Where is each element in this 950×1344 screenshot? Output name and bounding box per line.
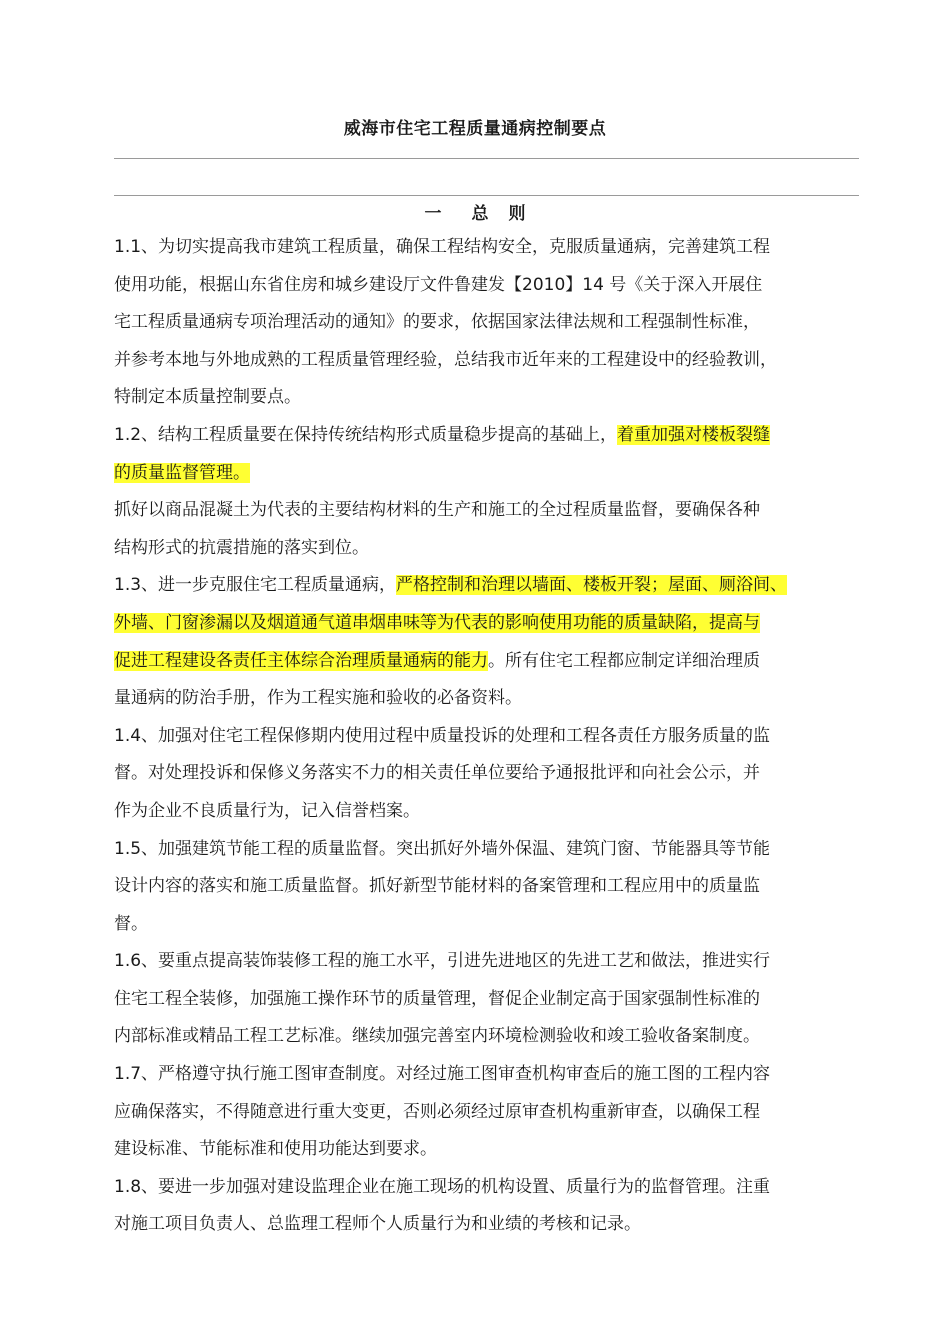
paragraph-p1-2 <box>114 417 879 492</box>
text-line <box>114 793 879 831</box>
text-line <box>114 567 879 605</box>
text-run: 住宅工程全装修，加强施工操作环节的质量管理，督促企业制定高于国家强制性标准的 <box>114 988 760 1009</box>
paragraph-p1-8 <box>114 1169 879 1244</box>
text-line <box>114 1206 879 1244</box>
text-line <box>114 906 879 944</box>
text-run: 并参考本地与外地成熟的工程质量管理经验，总结我市近年来的工程建设中的经验教训， <box>114 349 777 370</box>
text-run: 1.4、加强对住宅工程保修期内使用过程中质量投诉的处理和工程各责任方服务质量的监 <box>114 725 771 746</box>
text-line <box>114 530 879 568</box>
paragraph-p1-4 <box>114 718 879 831</box>
text-run: 使用功能，根据山东省住房和城乡建设厅文件鲁建发【2010】14 号《关于深入开展住 <box>114 274 763 295</box>
text-run: 特制定本质量控制要点。 <box>114 387 301 408</box>
text-line <box>114 229 879 267</box>
paragraph-p1-3 <box>114 567 879 717</box>
text-run: 量通病的防治手册，作为工程实施和验收的必备资料。 <box>114 688 522 709</box>
highlighted-text: 外墙、门窗渗漏以及烟道通气道串烟串味等为代表的影响使用功能的质量缺陷，提高与 <box>114 612 760 633</box>
text-run: 1.2、结构工程质量要在保持传统结构形式质量稳步提高的基础上， <box>114 424 618 445</box>
text-run: 结构形式的抗震措施的落实到位。 <box>114 537 369 558</box>
title-rule-top <box>114 158 859 159</box>
text-run: 作为企业不良质量行为，记入信誉档案。 <box>114 800 420 821</box>
text-line <box>114 605 879 643</box>
paragraph-p1-6 <box>114 943 879 1056</box>
text-run: 督。 <box>114 913 148 934</box>
text-line <box>114 342 879 380</box>
text-line <box>114 455 879 493</box>
text-line <box>114 379 879 417</box>
title-rule-bottom <box>114 195 859 196</box>
highlighted-text: 促进工程建设各责任主体综合治理质量通病的能力 <box>114 650 488 671</box>
highlighted-text: 着重加强对楼板裂缝 <box>617 424 771 445</box>
section-title-char-2: 则 <box>508 204 526 224</box>
text-line <box>114 1018 879 1056</box>
text-run: 1.6、要重点提高装饰装修工程的施工水平，引进先进地区的先进工艺和做法，推进实行 <box>114 951 771 972</box>
text-run: 1.3、进一步克服住宅工程质量通病， <box>114 575 397 596</box>
text-run: 1.1、为切实提高我市建筑工程质量，确保工程结构安全，克服质量通病，完善建筑工程 <box>114 237 771 257</box>
text-line <box>114 417 879 455</box>
section-number: 一 <box>424 204 442 224</box>
text-run: 应确保落实，不得随意进行重大变更，否则必须经过原审查机构重新审查，以确保工程 <box>114 1101 760 1122</box>
text-line <box>114 643 879 681</box>
text-line <box>114 943 879 981</box>
text-line <box>114 1094 879 1132</box>
highlighted-text: 的质量监督管理。 <box>114 462 250 483</box>
text-run: 抓好以商品混凝土为代表的主要结构材料的生产和施工的全过程质量监督，要确保各种 <box>114 500 760 521</box>
text-line <box>114 680 879 718</box>
paragraph-p1-2b <box>114 492 879 567</box>
paragraph-p1-7 <box>114 1056 879 1169</box>
document-body <box>114 229 879 1244</box>
text-run: 。所有住宅工程都应制定详细治理质 <box>488 650 760 671</box>
highlighted-text: 严格控制和治理以墙面、楼板开裂；屋面、厕浴间、 <box>396 575 788 596</box>
text-run: 1.7、严格遵守执行施工图审查制度。对经过施工图审查机构审查后的施工图的工程内容 <box>114 1064 771 1085</box>
paragraph-p1-5 <box>114 831 879 944</box>
text-run: 对施工项目负责人、总监理工程师个人质量行为和业绩的考核和记录。 <box>114 1214 641 1235</box>
text-run: 1.8、要进一步加强对建设监理企业在施工现场的机构设置、质量行为的监督管理。注重 <box>114 1176 771 1197</box>
text-line <box>114 267 879 305</box>
document-title: 威海市住宅工程质量通病控制要点 <box>343 119 607 139</box>
text-run: 建设标准、节能标准和使用功能达到要求。 <box>114 1139 437 1160</box>
text-run: 设计内容的落实和施工质量监督。抓好新型节能材料的备案管理和工程应用中的质量监 <box>114 876 760 897</box>
text-line <box>114 492 879 530</box>
text-run: 督。对处理投诉和保修义务落实不力的相关责任单位要给予通报批评和向社会公示，并 <box>114 763 760 784</box>
text-line <box>114 831 879 869</box>
text-line <box>114 1131 879 1169</box>
text-line <box>114 1169 879 1207</box>
text-run: 宅工程质量通病专项治理活动的通知》的要求，依据国家法律法规和工程强制性标准， <box>114 312 760 333</box>
text-line <box>114 755 879 793</box>
section-heading <box>0 199 950 224</box>
text-line <box>114 868 879 906</box>
text-run: 内部标准或精品工程工艺标准。继续加强完善室内环境检测验收和竣工验收备案制度。 <box>114 1026 760 1047</box>
text-line <box>114 304 879 342</box>
text-line <box>114 981 879 1019</box>
section-title-char-1: 总 <box>471 204 489 224</box>
paragraph-p1-1 <box>114 229 879 417</box>
text-line <box>114 1056 879 1094</box>
text-line <box>114 718 879 756</box>
text-run: 1.5、加强建筑节能工程的质量监督。突出抓好外墙外保温、建筑门窗、节能器具等节能 <box>114 838 771 859</box>
